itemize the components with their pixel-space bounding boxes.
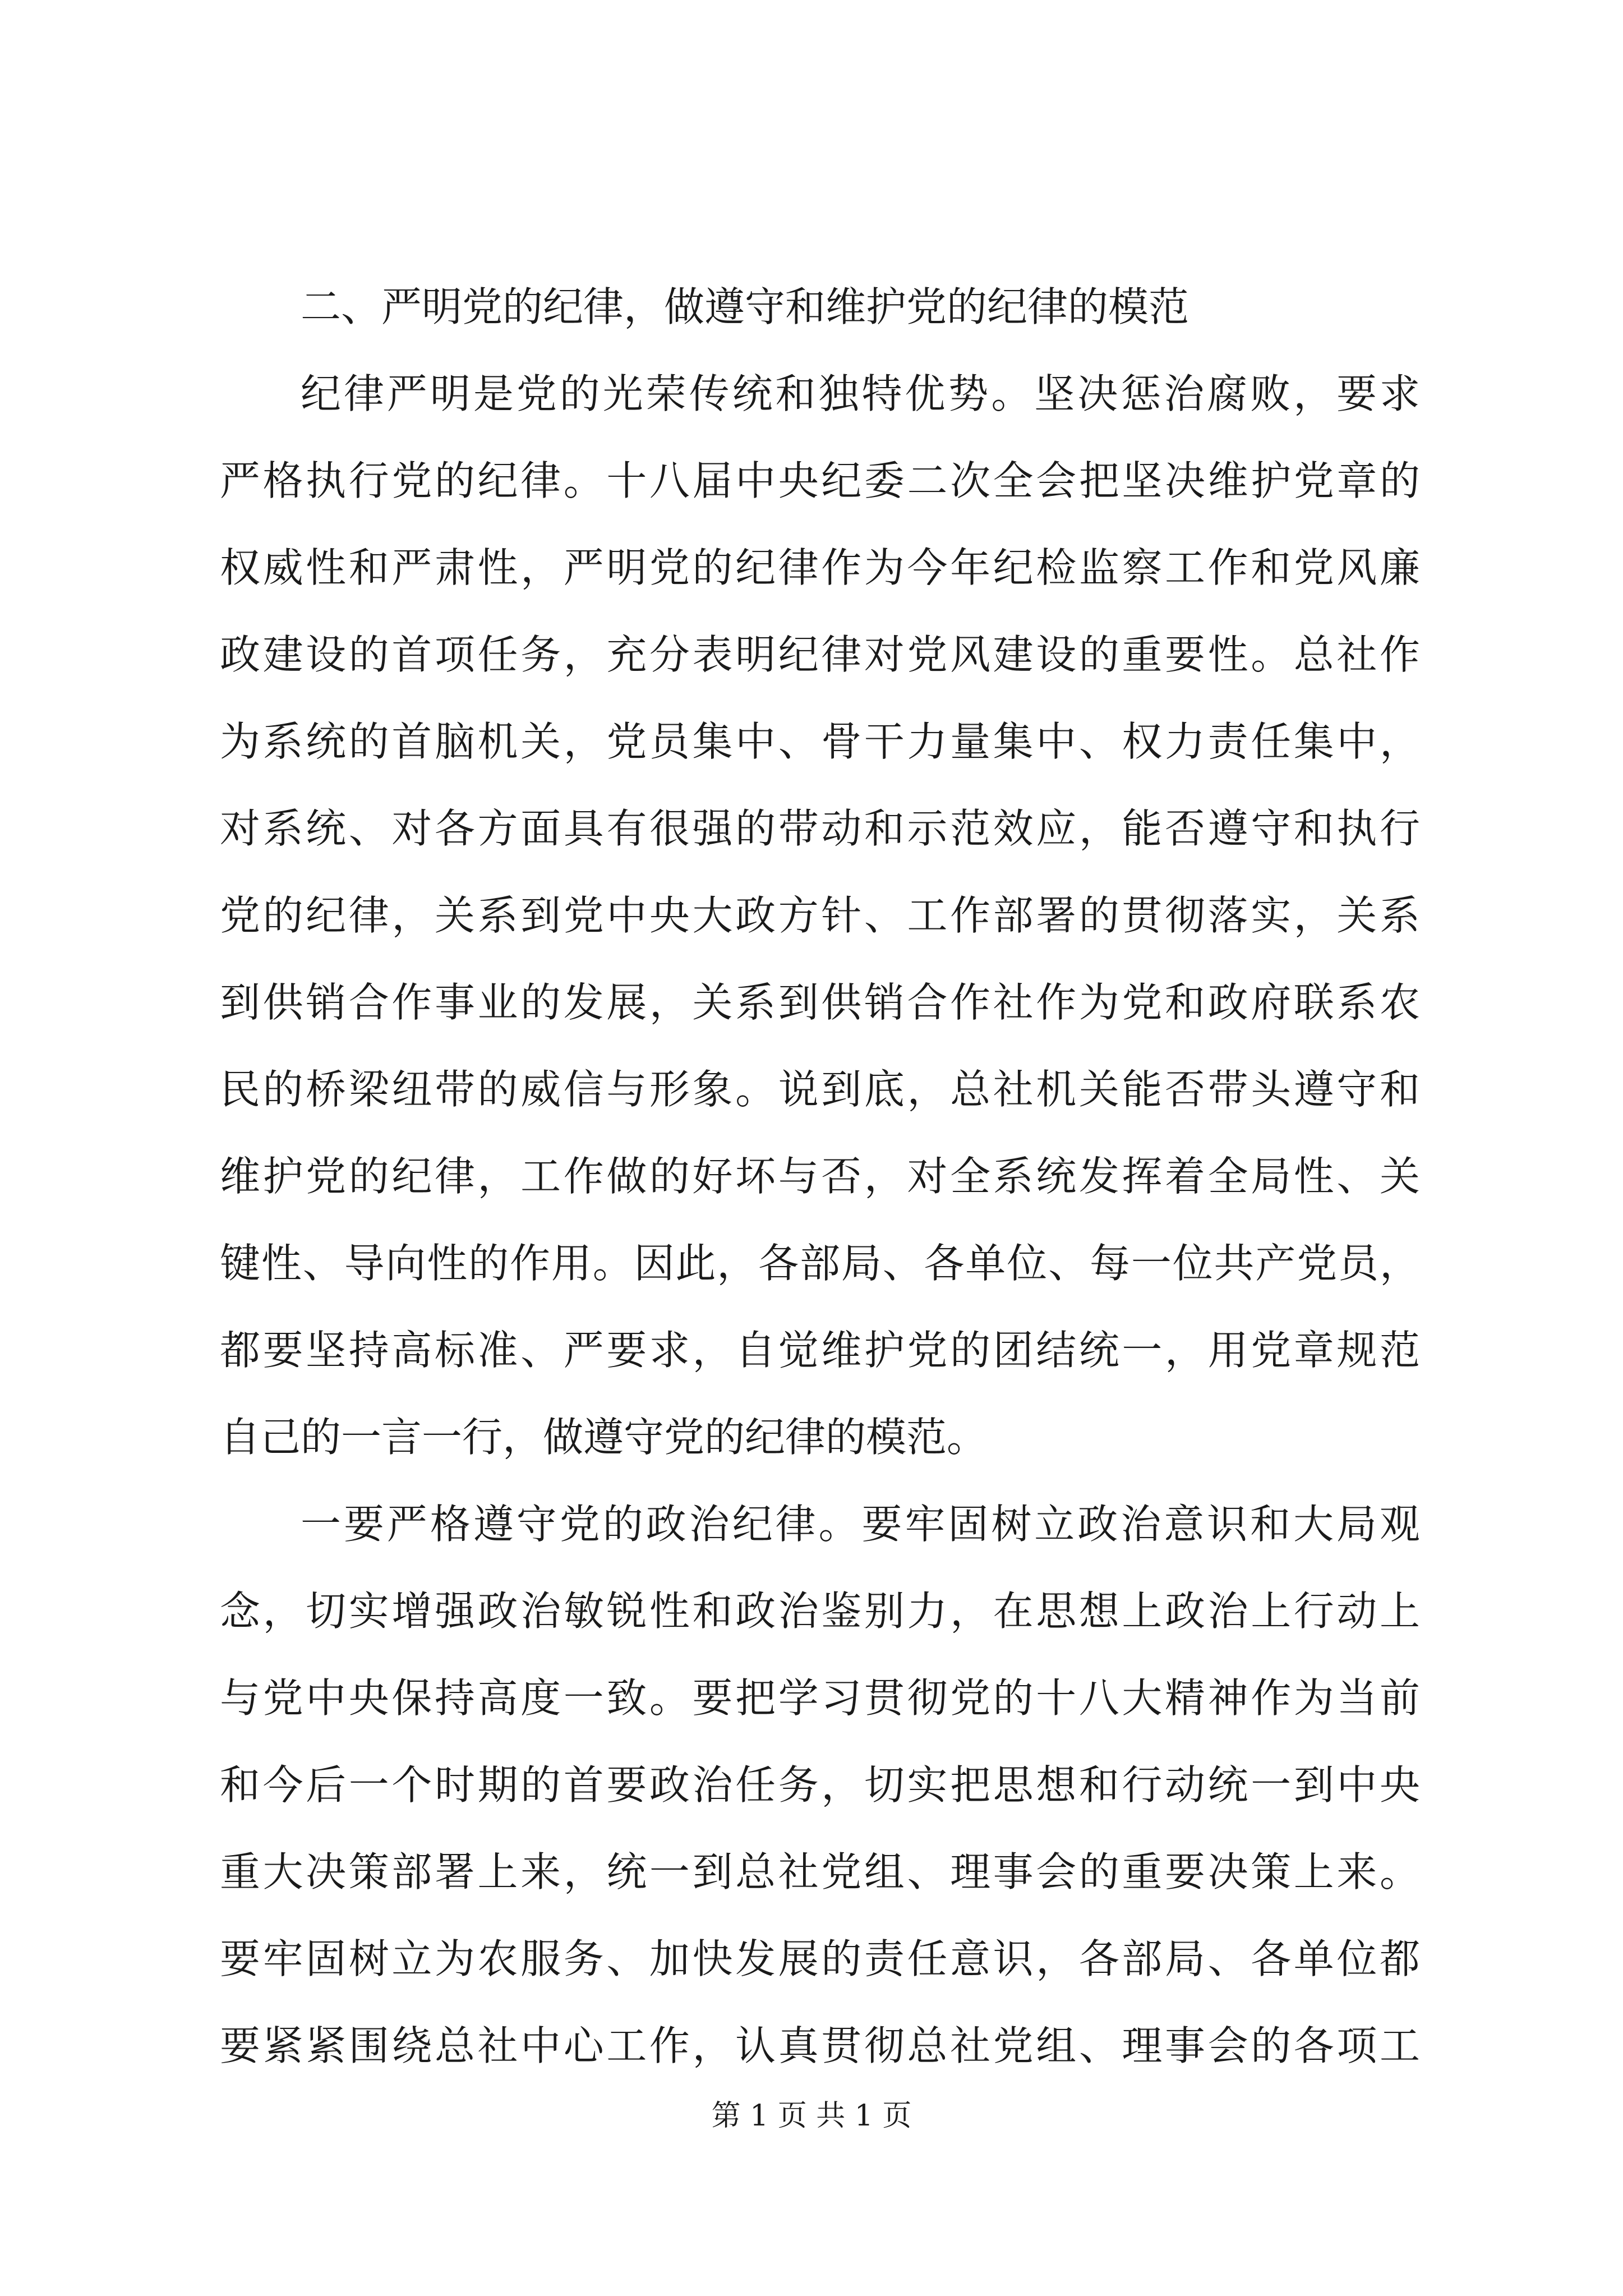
paragraph-line: 对系统、对各方面具有很强的带动和示范效应，能否遵守和执行 — [220, 805, 1420, 852]
paragraph-line: 一要严格遵守党的政治纪律。要牢固树立政治意识和大局观 — [301, 1501, 1420, 1548]
paragraph-line: 都要坚持高标准、严要求，自觉维护党的团结统一，用党章规范 — [220, 1327, 1420, 1374]
paragraph-line: 键性、导向性的作用。因此，各部局、各单位、每一位共产党员， — [220, 1240, 1420, 1287]
paragraph-line: 纪律严明是党的光荣传统和独特优势。坚决惩治腐败，要求 — [301, 370, 1420, 417]
paragraph-line: 政建设的首项任务，充分表明纪律对党风建设的重要性。总社作 — [220, 631, 1420, 678]
paragraph-2 — [220, 1481, 1420, 2090]
paragraph-line: 要紧紧围绕总社中心工作，认真贯彻总社党组、理事会的各项工 — [220, 2022, 1420, 2069]
section-heading: 二、严明党的纪律，做遵守和维护党的纪律的模范 — [301, 283, 1189, 330]
paragraph-line: 维护党的纪律，工作做的好坏与否，对全系统发挥着全局性、关 — [220, 1153, 1420, 1200]
paragraph-line: 权威性和严肃性，严明党的纪律作为今年纪检监察工作和党风廉 — [220, 544, 1420, 591]
paragraph-line: 民的桥梁纽带的威信与形象。说到底，总社机关能否带头遵守和 — [220, 1066, 1420, 1113]
paragraph-line: 到供销合作事业的发展，关系到供销合作社作为党和政府联系农 — [220, 979, 1420, 1026]
paragraph-line: 重大决策部署上来，统一到总社党组、理事会的重要决策上来。 — [220, 1848, 1420, 1895]
page-footer: 第 1 页 共 1 页 — [711, 2099, 912, 2133]
paragraph-line: 严格执行党的纪律。十八届中央纪委二次全会把坚决维护党章的 — [220, 457, 1420, 504]
paragraph-line: 要牢固树立为农服务、加快发展的责任意识，各部局、各单位都 — [220, 1935, 1420, 1982]
paragraph-1 — [220, 351, 1420, 1481]
paragraph-line: 为系统的首脑机关，党员集中、骨干力量集中、权力责任集中， — [220, 718, 1420, 765]
paragraph-line: 自己的一言一行，做遵守党的纪律的模范。 — [220, 1414, 988, 1461]
paragraph-line: 和今后一个时期的首要政治任务，切实把思想和行动统一到中央 — [220, 1761, 1420, 1809]
paragraph-line: 念，切实增强政治敏锐性和政治鉴别力，在思想上政治上行动上 — [220, 1588, 1420, 1635]
document-body — [220, 264, 1420, 2090]
paragraph-line: 与党中央保持高度一致。要把学习贯彻党的十八大精神作为当前 — [220, 1674, 1420, 1722]
paragraph-line: 党的纪律，关系到党中央大政方针、工作部署的贯彻落实，关系 — [220, 892, 1420, 939]
